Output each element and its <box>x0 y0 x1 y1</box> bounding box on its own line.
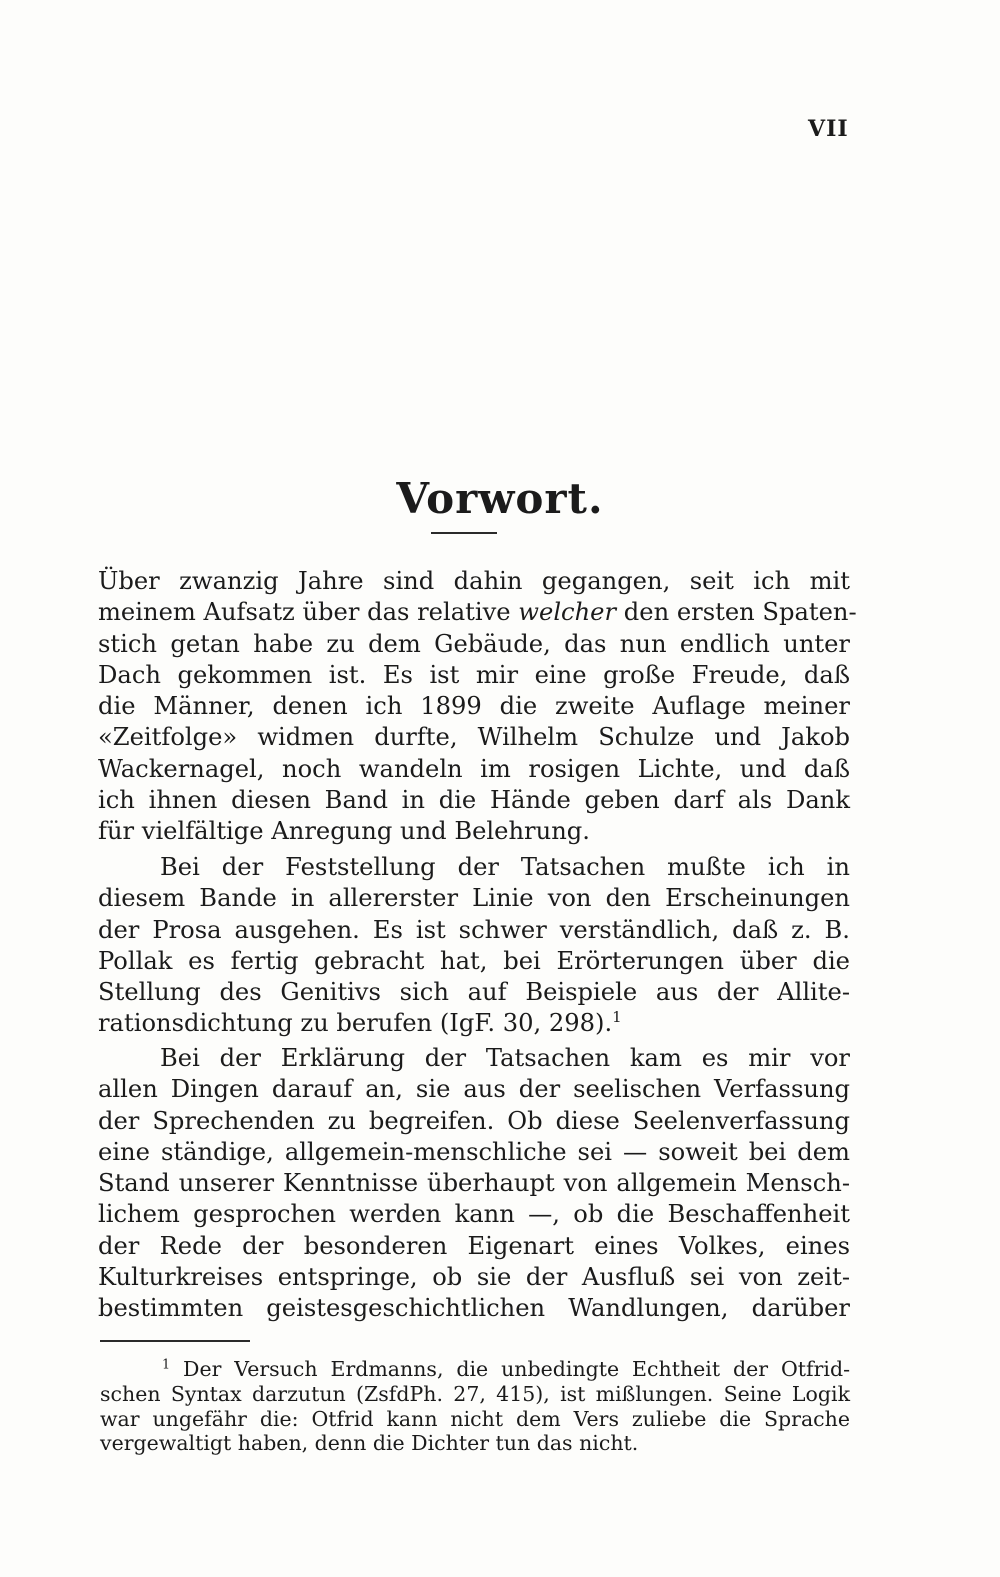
paragraph-2 <box>98 852 850 1040</box>
text-line: «Zeitfolge» widmen durfte, Wilhelm Schulze und Jakob <box>98 723 850 752</box>
text-line: Stellung des Genitivs sich auf Beispiele aus der Allite- <box>98 978 850 1007</box>
footnote-line: war ungefähr die: Otfrid kann nicht dem Vers zuliebe die Sprache <box>100 1406 850 1431</box>
chapter-title: Vorwort. <box>396 474 604 523</box>
footnote-separator <box>100 1340 250 1342</box>
footnote-line: $^1$ Der Versuch Erdmanns, die unbedingte Echtheit der Otfrid- <box>162 1356 850 1381</box>
text-line: Über zwanzig Jahre sind dahin gegangen, seit ich mit <box>98 567 850 595</box>
text-line: die Männer, denen ich 1899 die zweite Auflage meiner <box>98 692 850 721</box>
footnote-reference[interactable]: 1 <box>612 1008 622 1027</box>
text-line: Wackernagel, noch wandeln im rosigen Lichte, und daß <box>98 754 850 783</box>
text-line: Dach gekommen ist. Es ist mir eine große Freude, daß <box>98 660 850 689</box>
text-line: Bei der Feststellung der Tatsachen mußte ich in <box>160 853 850 881</box>
text-line: ich ihnen diesen Band in die Hände geben darf als Dank <box>98 786 850 815</box>
text-line: allen Dingen darauf an, sie aus der seelischen Verfassung <box>98 1075 850 1104</box>
text-line: Stand unserer Kenntnisse überhaupt von allgemein Mensch- <box>98 1169 850 1198</box>
title-underline <box>431 532 497 534</box>
footnote <box>100 1357 850 1456</box>
paragraph-3 <box>98 1043 850 1325</box>
page-number: VII <box>808 116 849 142</box>
footnote-marker: 1 <box>162 1356 171 1372</box>
text-line: Bei der Erklärung der Tatsachen kam es mir vor <box>160 1044 850 1072</box>
text-line: rationsdichtung zu berufen (IgF. 30, 298).$^1$ <box>98 1008 622 1038</box>
text-line: der Sprechenden zu begreifen. Ob diese Seelenverfassung <box>98 1106 850 1135</box>
text-line: für vielfältige Anregung und Belehrung. <box>98 817 590 846</box>
footnote-line: vergewaltigt haben, denn die Dichter tun das nicht. <box>100 1431 639 1456</box>
text-line: diesem Bande in allererster Linie von den Erscheinungen <box>98 884 850 913</box>
text-line: Kulturkreises entspringe, ob sie der Ausfluß sei von zeit- <box>98 1263 850 1292</box>
text-line: lichem gesprochen werden kann —, ob die Beschaffenheit <box>98 1200 850 1229</box>
footnote-line: schen Syntax darzutun (ZsfdPh. 27, 415), ist mißlungen. Seine Logik <box>100 1381 850 1406</box>
text-line: eine ständige, allgemein-menschliche sei — soweit bei dem <box>98 1137 850 1166</box>
text-line: meinem Aufsatz über das relative welcher den ersten Spaten- <box>98 598 857 627</box>
text-line: der Prosa ausgehen. Es ist schwer verständlich, daß z. B. <box>98 915 850 944</box>
emphasized-word: welcher <box>518 598 617 627</box>
text-line: stich getan habe zu dem Gebäude, das nun endlich unter <box>98 629 850 658</box>
text-line: der Rede der besonderen Eigenart eines Volkes, eines <box>98 1231 850 1260</box>
text-line: bestimmten geistesgeschichtlichen Wandlungen, darüber <box>98 1294 850 1323</box>
paragraph-1 <box>98 566 857 848</box>
text-line: Pollak es fertig gebracht hat, bei Erörterungen über die <box>98 946 850 975</box>
